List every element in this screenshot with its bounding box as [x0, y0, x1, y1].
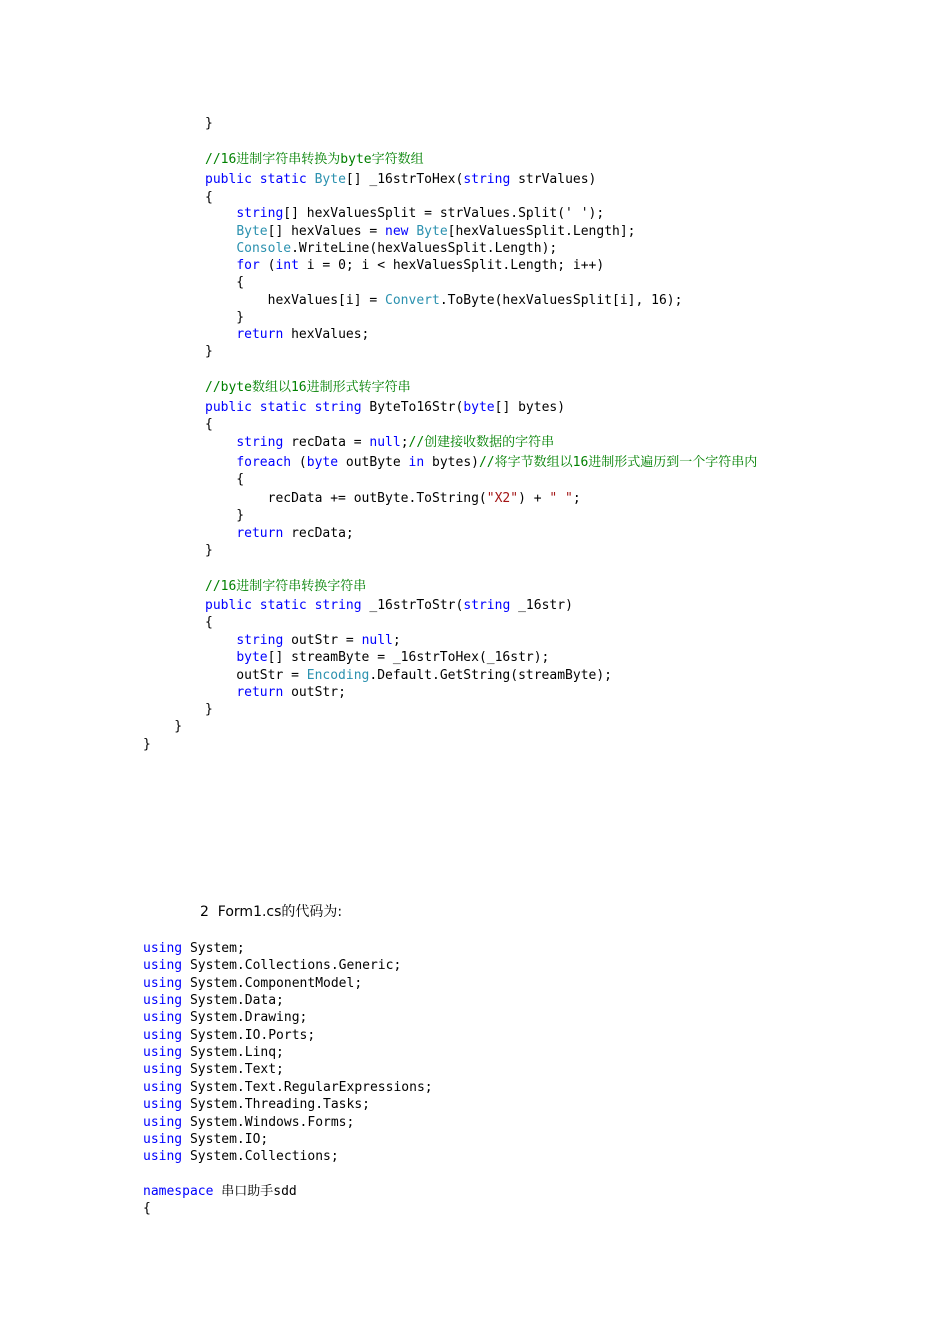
code-line — [205, 223, 636, 240]
code-token: outStr; — [283, 685, 346, 700]
code-line — [143, 957, 401, 974]
code-token — [252, 400, 260, 415]
code-token: System.ComponentModel; — [182, 975, 363, 991]
code-token: //16进制字符串转换字符串 — [205, 579, 367, 594]
code-token: System; — [182, 941, 245, 956]
code-token: Convert — [385, 293, 440, 308]
code-token: byte — [306, 455, 339, 470]
code-line — [143, 1061, 284, 1078]
code-token: using — [143, 941, 183, 956]
code-line — [143, 975, 362, 992]
code-line — [205, 292, 682, 309]
code-token: public — [205, 172, 252, 187]
code-token — [205, 241, 236, 256]
code-line — [143, 1096, 370, 1113]
code-token: return — [236, 327, 284, 342]
code-token: //将字节数组以16进制形式遍历到一个字符串内 — [478, 455, 758, 470]
code-token: strValues) — [510, 172, 597, 187]
code-token: string — [463, 598, 511, 613]
code-token: System.Text; — [182, 1062, 284, 1078]
code-line — [205, 309, 244, 326]
code-token: { — [205, 190, 213, 205]
code-line — [143, 1200, 151, 1217]
code-line — [205, 649, 549, 666]
code-line — [205, 189, 213, 206]
code-token — [205, 206, 236, 221]
code-line — [205, 115, 213, 132]
code-token: static — [259, 598, 307, 613]
code-token: System.Drawing; — [182, 1010, 308, 1026]
code-token: byte — [463, 400, 495, 415]
code-token: "X2" — [486, 491, 519, 506]
code-token: [] bytes) — [494, 400, 566, 415]
code-token: { — [205, 275, 245, 290]
code-line — [205, 343, 213, 360]
code-token: bytes) — [424, 455, 479, 470]
code-token: //创建接收数据的字符串 — [408, 435, 555, 450]
code-token: hexValues[i] = — [205, 293, 386, 308]
code-token — [205, 650, 236, 665]
code-token — [205, 258, 236, 273]
code-token: [hexValuesSplit.Length]; — [447, 224, 636, 239]
code-token: byte — [236, 650, 268, 665]
code-token: using — [143, 1149, 183, 1165]
code-token: using — [143, 1045, 183, 1061]
code-token: outStr = — [205, 668, 307, 683]
code-token: recData += outByte.ToString( — [205, 491, 487, 506]
code-token — [205, 327, 236, 342]
code-token: } — [205, 543, 213, 558]
code-line — [143, 1131, 268, 1148]
code-token: System.Threading.Tasks; — [182, 1097, 370, 1113]
code-line — [205, 171, 596, 188]
code-token — [252, 598, 260, 613]
code-token: using — [143, 975, 183, 991]
code-line — [205, 416, 213, 433]
code-token: string — [236, 633, 284, 648]
code-line — [143, 1148, 339, 1165]
code-token: outByte — [338, 455, 409, 470]
code-token: using — [143, 993, 183, 1009]
code-token: in — [408, 455, 425, 470]
code-token: _16str) — [510, 598, 573, 613]
code-token — [307, 598, 315, 613]
code-token: string — [236, 206, 284, 221]
code-token: //16进制字符串转换为byte字符数组 — [205, 152, 424, 167]
section-heading: 2 Form1.cs的代码为: — [200, 904, 343, 920]
code-line — [205, 667, 612, 684]
code-token: } — [205, 310, 245, 325]
code-token: Byte — [416, 224, 448, 239]
code-token: [] _16strToHex( — [345, 172, 464, 187]
code-line — [205, 454, 757, 471]
code-token — [205, 526, 236, 541]
code-token: Byte — [236, 224, 268, 239]
code-token: { — [205, 417, 213, 432]
code-token: string — [314, 598, 362, 613]
code-token: ; — [400, 435, 409, 450]
code-token: null — [361, 633, 393, 648]
code-token: foreach — [236, 455, 292, 470]
code-line — [143, 1027, 315, 1044]
code-token: Encoding — [306, 668, 370, 683]
code-line — [143, 1079, 433, 1096]
code-token: System.Data; — [182, 993, 284, 1009]
code-token: using — [143, 958, 183, 974]
code-line — [205, 399, 565, 416]
code-token: return — [236, 526, 284, 541]
code-token — [205, 633, 236, 648]
code-token: ( — [291, 455, 307, 470]
closing-brace-line: } — [143, 719, 183, 734]
code-line — [205, 326, 369, 343]
code-token: using — [143, 1097, 183, 1113]
code-line — [205, 632, 401, 649]
code-token: string — [463, 172, 511, 187]
code-line — [143, 1183, 297, 1200]
code-line — [205, 597, 573, 614]
code-token: string — [236, 435, 284, 450]
code-token: static — [259, 172, 307, 187]
code-line — [205, 240, 557, 257]
code-line — [205, 274, 244, 291]
code-token: System.Linq; — [182, 1045, 284, 1061]
code-line — [205, 507, 244, 524]
code-line — [205, 434, 554, 451]
code-token: i = 0; i < hexValuesSplit.Length; i++) — [298, 258, 605, 273]
code-token: null — [369, 435, 401, 450]
code-token: using — [143, 1131, 183, 1147]
code-token: using — [143, 1114, 183, 1130]
code-token: } — [205, 344, 213, 359]
code-token: using — [143, 1079, 183, 1095]
code-token: System.Windows.Forms; — [182, 1114, 355, 1130]
code-token: public — [205, 400, 252, 415]
code-token: [] hexValuesSplit = strValues.Split(' '); — [283, 206, 605, 221]
code-token: 串口助手sdd — [213, 1183, 297, 1199]
code-token — [205, 224, 236, 239]
code-line — [205, 205, 604, 222]
code-token: System.IO; — [182, 1131, 269, 1147]
code-token: .ToByte(hexValuesSplit[i], 16); — [439, 293, 683, 308]
code-token: ) + — [518, 491, 550, 506]
code-token: recData = — [283, 435, 370, 450]
code-token: ; — [572, 491, 581, 506]
code-line — [205, 490, 581, 507]
code-token: hexValues; — [283, 327, 370, 342]
code-line — [205, 471, 244, 488]
code-token: ; — [392, 633, 401, 648]
code-token: } — [205, 508, 245, 523]
code-token: } — [205, 702, 213, 717]
code-line — [205, 257, 604, 274]
code-token: new — [385, 224, 409, 239]
code-token — [205, 685, 236, 700]
code-token: _16strToStr( — [361, 598, 464, 613]
code-token: //byte数组以16进制形式转字符串 — [205, 380, 411, 395]
code-token: { — [143, 1201, 151, 1217]
closing-brace-line: } — [143, 737, 151, 752]
code-token: int — [275, 258, 299, 273]
code-token: recData; — [283, 526, 354, 541]
code-token: { — [205, 472, 245, 487]
code-token — [252, 172, 260, 187]
code-token: public — [205, 598, 252, 613]
code-token: Byte — [314, 172, 346, 187]
code-token — [307, 172, 315, 187]
code-token: { — [205, 615, 213, 630]
code-line — [205, 525, 354, 542]
code-token: outStr = — [283, 633, 362, 648]
code-token: string — [314, 400, 362, 415]
code-token: .WriteLine(hexValuesSplit.Length); — [291, 241, 558, 256]
code-token: return — [236, 685, 284, 700]
code-token: ( — [259, 258, 276, 273]
code-token: for — [236, 258, 260, 273]
code-token: using — [143, 1027, 183, 1043]
code-token — [205, 435, 236, 450]
code-line — [143, 1114, 354, 1131]
code-line — [143, 1009, 307, 1026]
code-token: " " — [549, 491, 573, 506]
code-line — [205, 614, 213, 631]
code-token: ByteTo16Str( — [361, 400, 464, 415]
code-token: [] streamByte = _16strToHex(_16str); — [267, 650, 550, 665]
code-token: using — [143, 1062, 183, 1078]
code-token: System.IO.Ports; — [182, 1027, 316, 1043]
code-line — [143, 940, 245, 957]
code-line — [205, 578, 366, 595]
code-token: System.Collections.Generic; — [182, 958, 402, 974]
code-token: System.Collections; — [182, 1149, 339, 1165]
code-token: namespace — [143, 1183, 214, 1199]
code-token: System.Text.RegularExpressions; — [182, 1079, 433, 1095]
code-line — [143, 1044, 284, 1061]
code-token — [307, 400, 315, 415]
code-line — [205, 379, 411, 396]
code-token: using — [143, 1010, 183, 1026]
code-token: Console — [236, 241, 292, 256]
code-line — [205, 701, 213, 718]
code-line — [205, 542, 213, 559]
code-token: [] hexValues = — [267, 224, 386, 239]
code-token: .Default.GetString(streamByte); — [369, 668, 613, 683]
code-token: static — [259, 400, 307, 415]
code-token — [205, 455, 236, 470]
code-line — [205, 684, 346, 701]
code-token: } — [205, 116, 213, 131]
code-line — [205, 151, 424, 168]
code-line — [143, 992, 284, 1009]
